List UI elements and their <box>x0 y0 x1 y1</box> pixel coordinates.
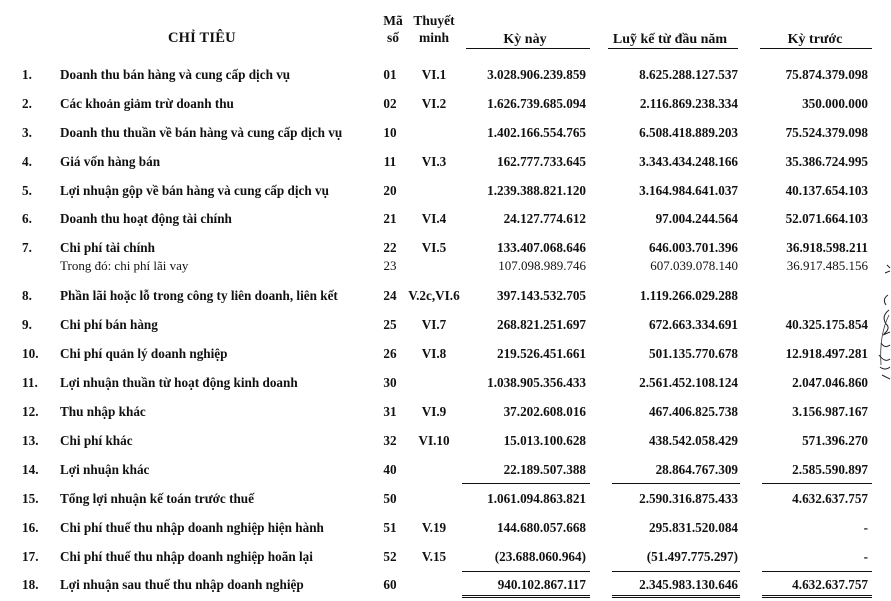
header-ky-nay: Kỳ này <box>503 32 547 47</box>
row-note: VI.9 <box>421 404 447 419</box>
row-code: 60 <box>383 577 397 592</box>
row-ky-nay: 1.038.905.356.433 <box>487 375 586 390</box>
row-label: Chi phí thuế thu nhập doanh nghiệp hiện hành <box>60 520 324 535</box>
row-label: Lợi nhuận thuần từ hoạt động kinh doanh <box>60 375 298 390</box>
row-label: Lợi nhuận khác <box>60 462 150 477</box>
row-number: 14. <box>22 462 39 477</box>
row-ky-nay: 37.202.608.016 <box>503 404 586 419</box>
row-code: 24 <box>383 288 397 303</box>
row-number: 13. <box>22 433 39 448</box>
table-row <box>0 211 891 229</box>
row-number: 9. <box>22 317 32 332</box>
row-ky-truoc: 35.386.724.995 <box>785 154 868 169</box>
row-number: 2. <box>22 96 32 111</box>
row-label: Chi phí bán hàng <box>60 317 158 332</box>
row-code: 11 <box>383 154 397 169</box>
header-ma-so <box>382 12 404 46</box>
header-ma-so-line2: số <box>386 30 399 45</box>
row-code: 21 <box>383 211 397 226</box>
row-code: 50 <box>383 491 397 506</box>
double-underline-ky-nay <box>462 595 590 598</box>
row-ky-nay: (23.688.060.964) <box>494 549 586 564</box>
table-row <box>0 491 891 509</box>
table-row <box>0 520 891 538</box>
row-ky-truoc: 3.156.987.167 <box>792 404 868 419</box>
row-ky-truoc: 75.524.379.098 <box>785 125 868 140</box>
row-number: 18. <box>22 577 39 592</box>
row-label: Tổng lợi nhuận kế toán trước thuế <box>60 491 254 506</box>
header-underline-ky-nay <box>466 48 590 49</box>
row-note: VI.2 <box>421 96 447 111</box>
row-ky-nay: 15.013.100.628 <box>503 433 586 448</box>
total-line-ky-nay <box>462 571 590 572</box>
row-note: VI.5 <box>421 240 447 255</box>
row-label: Doanh thu thuần về bán hàng và cung cấp dịch vụ <box>60 125 343 140</box>
row-ky-truoc: 4.632.637.757 <box>792 491 868 506</box>
total-line-ky-truoc <box>762 571 872 572</box>
row-number: 5. <box>22 183 32 198</box>
row-number: 1. <box>22 67 32 82</box>
table-row <box>0 288 891 306</box>
row-ky-nay: 219.526.451.661 <box>496 346 586 361</box>
row-ky-truoc: 2.585.590.897 <box>792 462 868 477</box>
row-ky-nay: 1.626.739.685.094 <box>487 96 586 111</box>
row-code: 51 <box>383 520 397 535</box>
row-luy-ke: 28.864.767.309 <box>655 462 738 477</box>
double-underline-luy-ke <box>612 595 740 598</box>
row-ky-truoc: 350.000.000 <box>802 96 868 111</box>
row-ky-nay: 3.028.906.239.859 <box>487 67 586 82</box>
row-ky-nay: 133.407.068.646 <box>496 240 586 255</box>
subtotal-line-luy-ke <box>612 483 740 484</box>
row-luy-ke: 97.004.244.564 <box>655 211 738 226</box>
header-thuyet-minh-line1: Thuyết <box>413 13 455 28</box>
row-code: 31 <box>383 404 397 419</box>
row-ky-truoc: 2.047.046.860 <box>792 375 868 390</box>
sub-row-luy-ke: 607.039.078.140 <box>650 258 738 273</box>
row-luy-ke: 295.831.520.084 <box>648 520 738 535</box>
row-luy-ke: 8.625.288.127.537 <box>639 67 738 82</box>
row-luy-ke: 467.406.825.738 <box>648 404 738 419</box>
table-row <box>0 404 891 422</box>
header-chi-tieu: CHỈ TIÊU <box>168 30 236 46</box>
row-number: 15. <box>22 491 39 506</box>
row-code: 02 <box>383 96 397 111</box>
row-number: 12. <box>22 404 39 419</box>
row-ky-truoc: 75.874.379.098 <box>785 67 868 82</box>
subtotal-line-ky-nay <box>462 483 590 484</box>
row-code: 20 <box>383 183 397 198</box>
row-code: 22 <box>383 240 397 255</box>
row-note: VI.7 <box>421 317 447 332</box>
stamp-mark-icon <box>869 255 891 425</box>
row-code: 25 <box>383 317 397 332</box>
row-luy-ke: 3.343.434.248.166 <box>639 154 738 169</box>
table-sub-row <box>0 258 891 274</box>
table-row <box>0 125 891 143</box>
row-ky-truoc: - <box>863 520 868 535</box>
header-underline-ky-truoc <box>760 48 872 49</box>
row-number: 17. <box>22 549 39 564</box>
row-ky-truoc: 36.918.598.211 <box>786 240 868 255</box>
row-number: 16. <box>22 520 39 535</box>
row-ky-truoc: - <box>863 549 868 564</box>
row-label: Lợi nhuận sau thuế thu nhập doanh nghiệp <box>60 577 304 592</box>
row-ky-nay: 24.127.774.612 <box>503 211 586 226</box>
row-ky-truoc: 52.071.664.103 <box>785 211 868 226</box>
row-code: 52 <box>383 549 397 564</box>
row-ky-nay: 162.777.733.645 <box>496 154 586 169</box>
row-ky-nay: 1.239.388.821.120 <box>487 183 586 198</box>
sub-row-label: Trong đó: chi phí lãi vay <box>60 258 189 273</box>
table-row <box>0 154 891 172</box>
row-label: Chi phí tài chính <box>60 240 155 255</box>
row-number: 7. <box>22 240 32 255</box>
row-note: VI.1 <box>421 67 447 82</box>
row-number: 6. <box>22 211 32 226</box>
table-row <box>0 240 891 258</box>
total-line-luy-ke <box>612 571 740 572</box>
row-luy-ke: (51.497.775.297) <box>646 549 738 564</box>
table-row <box>0 96 891 114</box>
header-luy-ke: Luỹ kế từ đầu năm <box>612 32 728 47</box>
row-number: 3. <box>22 125 32 140</box>
row-luy-ke: 6.508.418.889.203 <box>639 125 738 140</box>
sub-row-ky-truoc: 36.917.485.156 <box>786 258 868 273</box>
row-label: Lợi nhuận gộp về bán hàng và cung cấp dịch vụ <box>60 183 329 198</box>
row-note: VI.3 <box>421 154 447 169</box>
row-luy-ke: 646.003.701.396 <box>648 240 738 255</box>
row-ky-nay: 22.189.507.388 <box>503 462 586 477</box>
row-ky-nay: 1.061.094.863.821 <box>487 491 586 506</box>
row-note: V.15 <box>421 549 447 564</box>
header-ky-truoc: Kỳ trước <box>787 32 843 47</box>
row-code: 01 <box>383 67 397 82</box>
table-row <box>0 375 891 393</box>
table-row <box>0 433 891 451</box>
row-label: Phần lãi hoặc lỗ trong công ty liên doanh, liên kết <box>60 288 338 303</box>
subtotal-line-ky-truoc <box>762 483 872 484</box>
table-row <box>0 462 891 480</box>
row-number: 10. <box>22 346 39 361</box>
row-ky-nay: 1.402.166.554.765 <box>487 125 586 140</box>
header-ma-so-line1: Mã <box>383 13 403 28</box>
row-code: 26 <box>383 346 397 361</box>
row-ky-nay: 268.821.251.697 <box>496 317 586 332</box>
row-ky-nay: 144.680.057.668 <box>496 520 586 535</box>
table-row <box>0 549 891 567</box>
row-code: 30 <box>383 375 397 390</box>
row-code: 32 <box>383 433 397 448</box>
header-underline-luy-ke <box>608 48 738 49</box>
row-note: V.2c,VI.6 <box>408 288 460 303</box>
row-luy-ke: 438.542.058.429 <box>648 433 738 448</box>
row-luy-ke: 3.164.984.641.037 <box>639 183 738 198</box>
row-ky-nay: 940.102.867.117 <box>497 577 586 592</box>
row-luy-ke: 501.135.770.678 <box>648 346 738 361</box>
row-number: 11. <box>22 375 38 390</box>
row-luy-ke: 2.345.983.130.646 <box>639 577 738 592</box>
row-label: Doanh thu hoạt động tài chính <box>60 211 232 226</box>
table-row <box>0 577 891 595</box>
row-code: 40 <box>383 462 397 477</box>
row-ky-truoc: 12.918.497.281 <box>785 346 868 361</box>
row-note: VI.4 <box>421 211 447 226</box>
row-label: Thu nhập khác <box>60 404 146 419</box>
row-note: VI.8 <box>421 346 447 361</box>
row-luy-ke: 2.590.316.875.433 <box>639 491 738 506</box>
row-luy-ke: 2.561.452.108.124 <box>639 375 738 390</box>
row-ky-truoc: 40.325.175.854 <box>785 317 868 332</box>
row-label: Giá vốn hàng bán <box>60 154 161 169</box>
row-number: 4. <box>22 154 32 169</box>
row-luy-ke: 672.663.334.691 <box>648 317 738 332</box>
table-row <box>0 67 891 85</box>
row-label: Doanh thu bán hàng và cung cấp dịch vụ <box>60 67 291 82</box>
row-label: Các khoản giảm trừ doanh thu <box>60 96 234 111</box>
row-luy-ke: 2.116.869.238.334 <box>639 96 738 111</box>
header-thuyet-minh-line2: minh <box>418 30 449 45</box>
row-code: 10 <box>383 125 397 140</box>
row-ky-nay: 397.143.532.705 <box>496 288 586 303</box>
sub-row-code: 23 <box>383 258 397 273</box>
row-label: Chi phí khác <box>60 433 133 448</box>
row-ky-truoc: 571.396.270 <box>802 433 868 448</box>
row-number: 8. <box>22 288 32 303</box>
row-note: V.19 <box>421 520 447 535</box>
header-thuyet-minh <box>410 12 458 46</box>
table-row <box>0 346 891 364</box>
sub-row-ky-nay: 107.098.989.746 <box>498 258 586 273</box>
row-note: VI.10 <box>418 433 450 448</box>
row-luy-ke: 1.119.266.029.288 <box>639 288 738 303</box>
table-row <box>0 183 891 201</box>
row-ky-truoc: 4.632.637.757 <box>792 577 868 592</box>
row-label: Chi phí quản lý doanh nghiệp <box>60 346 228 361</box>
table-row <box>0 317 891 335</box>
double-underline-ky-truoc <box>762 595 872 598</box>
row-ky-truoc: 40.137.654.103 <box>785 183 868 198</box>
row-label: Chi phí thuế thu nhập doanh nghiệp hoãn lại <box>60 549 313 564</box>
